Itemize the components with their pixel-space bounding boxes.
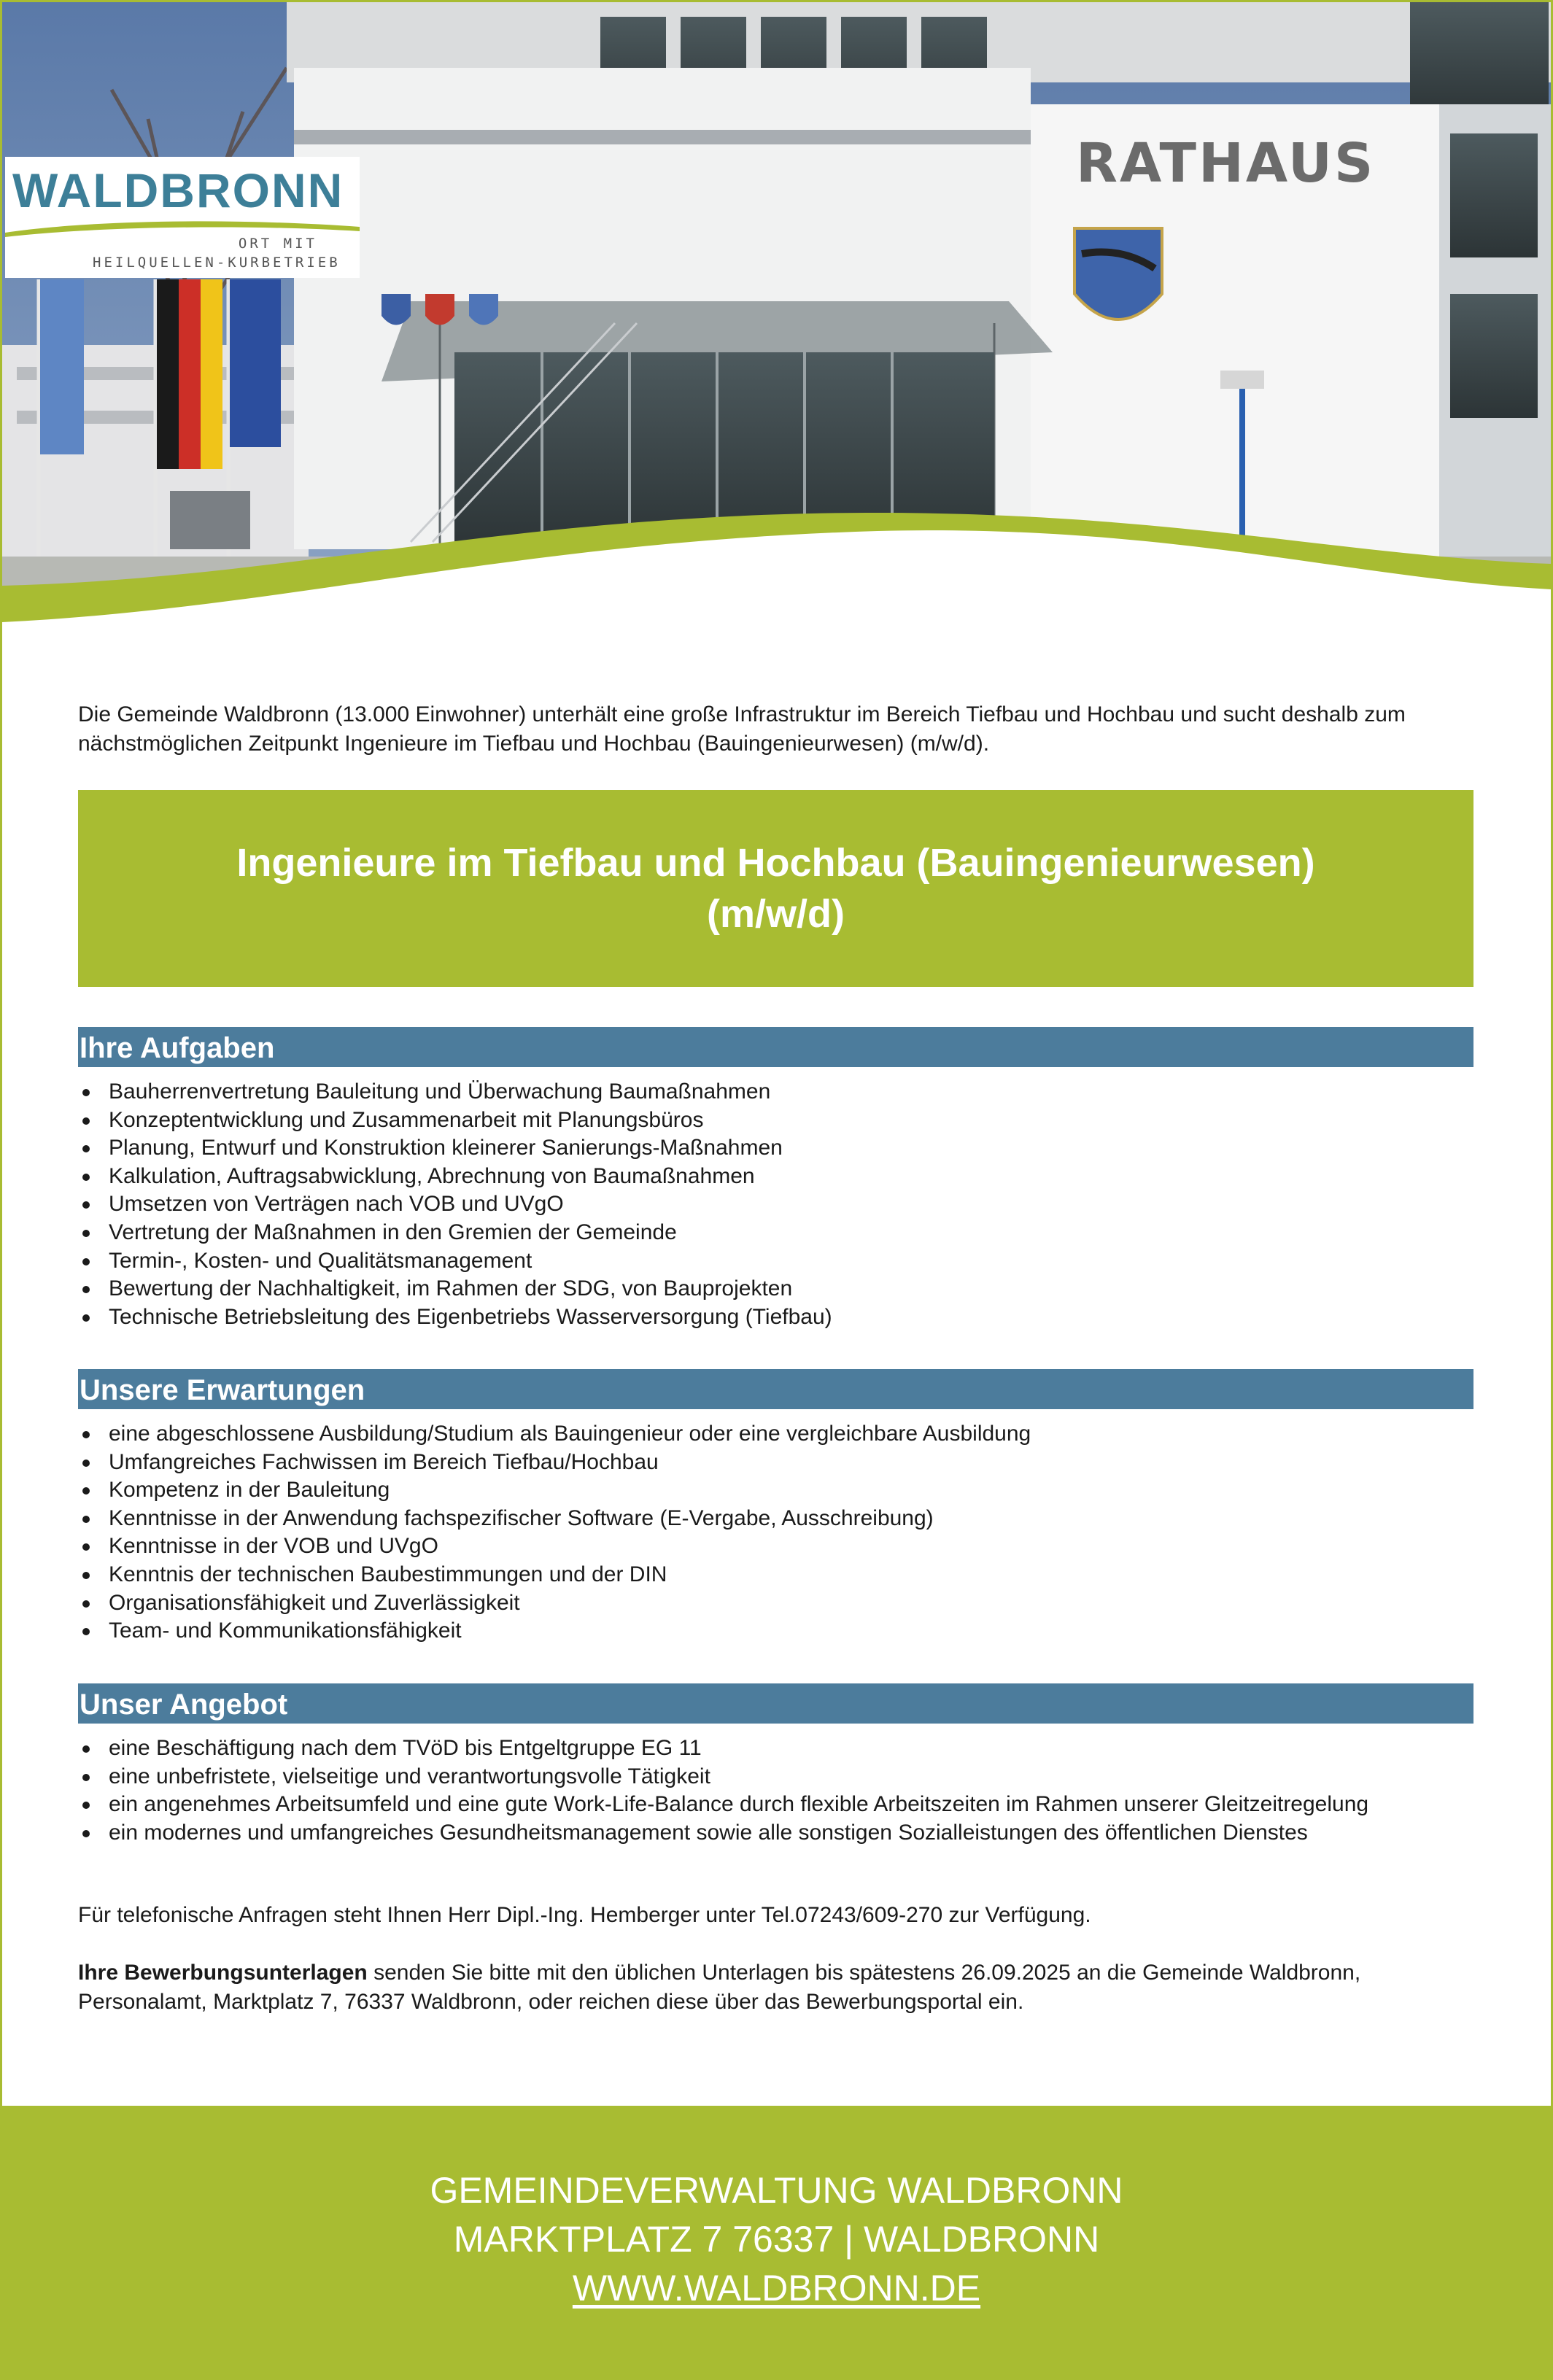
intro-text: Die Gemeinde Waldbronn (13.000 Einwohner) unterhält eine große Infrastruktur im Bereich Tiefbau und Hochbau und sucht deshalb zum nächstmöglichen Zeitpunkt Ingenieure im Tiefbau und Hochbau (Bauingenieurwesen) (m/w/d). bbox=[78, 702, 1406, 756]
town-hall-illustration bbox=[2, 2, 1551, 637]
application-body: senden Sie bitte mit den üblichen Unterlagen bis spätestens 26.09.2025 an die Gemeinde Waldbronn, Personalamt, Marktplatz 7, 76337 Waldbronn, oder reichen diese über das Bewerbungsportal ein. bbox=[78, 1961, 1361, 2014]
contact-text: Für telefonische Anfragen steht Ihnen Herr Dipl.-Ing. Hemberger unter Tel.07243/609-270 zur Verfügung. bbox=[78, 1903, 1091, 1927]
job-title-line1: Ingenieure im Tiefbau und Hochbau (Bauingenieurwesen) bbox=[236, 841, 1315, 885]
list-aufgaben bbox=[78, 1078, 1486, 1331]
list-item: eine Beschäftigung nach dem TVöD bis Entgeltgruppe EG 11 bbox=[78, 1734, 1500, 1763]
list-item: Kenntnisse in der Anwendung fachspezifischer Software (E-Vergabe, Ausschreibung) bbox=[78, 1505, 1486, 1533]
list-item: Vertretung der Maßnahmen in den Gremien der Gemeinde bbox=[78, 1219, 1486, 1247]
list-item: Technische Betriebsleitung des Eigenbetriebs Wasserversorgung (Tiefbau) bbox=[78, 1303, 1486, 1332]
list-item: Konzeptentwicklung und Zusammenarbeit mit Planungsbüros bbox=[78, 1106, 1486, 1135]
list-item: ein angenehmes Arbeitsumfeld und eine gute Work-Life-Balance durch flexible Arbeitszeiten im Rahmen unserer Gleitzeitregelung bbox=[78, 1791, 1393, 1819]
section-heading-angebot: Unser Angebot bbox=[78, 1683, 1473, 1724]
list-angebot bbox=[78, 1734, 1500, 1847]
logo-title: WALDBRONN bbox=[12, 163, 344, 217]
list-item: Umfangreiches Fachwissen im Bereich Tiefbau/Hochbau bbox=[78, 1449, 1486, 1477]
list-item: Bewertung der Nachhaltigkeit, im Rahmen der SDG, von Bauprojekten bbox=[78, 1275, 1486, 1303]
list-erwartungen bbox=[78, 1420, 1486, 1646]
hero-photo bbox=[2, 2, 1551, 637]
job-title-banner bbox=[78, 790, 1473, 987]
logo-subtitle-2: HEILQUELLEN-KURBETRIEB bbox=[93, 255, 341, 271]
list-item: Termin-, Kosten- und Qualitätsmanagement bbox=[78, 1247, 1486, 1276]
list-item: ein modernes und umfangreiches Gesundheitsmanagement sowie alle sonstigen Sozialleistungen des öffentlichen Dienstes bbox=[78, 1819, 1500, 1848]
waldbronn-logo bbox=[5, 157, 360, 278]
application-lead: Ihre Bewerbungsunterlagen bbox=[78, 1961, 368, 1985]
footer bbox=[2, 2106, 1551, 2378]
list-item: Kenntnis der technischen Baubestimmungen und der DIN bbox=[78, 1561, 1486, 1589]
list-item: Umsetzen von Verträgen nach VOB und UVgO bbox=[78, 1190, 1486, 1219]
section-heading-aufgaben: Ihre Aufgaben bbox=[78, 1027, 1473, 1067]
list-item: Team- und Kommunikationsfähigkeit bbox=[78, 1617, 1486, 1646]
list-item: eine abgeschlossene Ausbildung/Studium als Bauingenieur oder eine vergleichbare Ausbildung bbox=[78, 1420, 1486, 1449]
list-item: Organisationsfähigkeit und Zuverlässigkeit bbox=[78, 1589, 1486, 1618]
job-title-line2: (m/w/d) bbox=[707, 892, 845, 936]
application-text bbox=[78, 1958, 1464, 2017]
footer-organisation: GEMEINDEVERWALTUNG WALDBRONN bbox=[430, 2170, 1123, 2211]
list-item: eine unbefristete, vielseitige und verantwortungsvolle Tätigkeit bbox=[78, 1763, 1500, 1791]
list-item: Kompetenz in der Bauleitung bbox=[78, 1476, 1486, 1505]
logo-subtitle-1: ORT MIT bbox=[238, 236, 317, 252]
rathaus-sign: RATHAUS bbox=[1076, 132, 1376, 195]
list-item: Kalkulation, Auftragsabwicklung, Abrechnung von Baumaßnahmen bbox=[78, 1163, 1486, 1191]
list-item: Bauherrenvertretung Bauleitung und Überwachung Baumaßnahmen bbox=[78, 1078, 1486, 1106]
section-heading-erwartungen: Unsere Erwartungen bbox=[78, 1369, 1473, 1409]
website-link[interactable]: WWW.WALDBRONN.DE bbox=[572, 2268, 981, 2309]
list-item: Kenntnisse in der VOB und UVgO bbox=[78, 1532, 1486, 1561]
footer-address: MARKTPLATZ 7 76337 | WALDBRONN bbox=[453, 2219, 1100, 2260]
list-item: Planung, Entwurf und Konstruktion kleinerer Sanierungs-Maßnahmen bbox=[78, 1134, 1486, 1163]
